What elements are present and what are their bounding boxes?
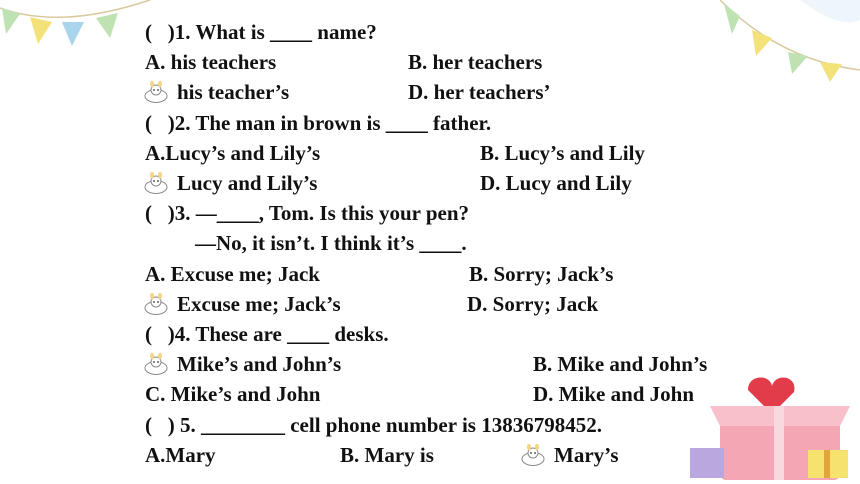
answer-option: D. her teachers’ [408, 80, 551, 105]
question-stem: ( )1. What is ____ name? [145, 20, 377, 44]
question-stem-reply: —No, it isn’t. I think it’s ____. [195, 231, 467, 256]
question-stem: ( ) 5. ________ cell phone number is 13836798452. [145, 412, 602, 437]
answer-option: Excuse me; Jack’s [177, 291, 341, 316]
gift-box-illustration [690, 370, 860, 484]
answer-option: Mike’s and John’s [177, 352, 342, 377]
answer-option: D. Mike and John [533, 382, 695, 407]
answer-option: B. Mike and John’s [533, 352, 708, 377]
bunny-sticker-icon [143, 172, 169, 194]
question-stem: ( )3. —____, Tom. Is this your pen? [145, 201, 470, 226]
answer-option: B. Lucy’s and Lily [480, 140, 645, 165]
question-stem: ( )2. The man in brown is ____ father. [145, 110, 492, 135]
answer-option: B. Mary is [340, 442, 434, 467]
question-stem: ( )4. These are ____ desks. [145, 322, 389, 346]
bunting-right-decoration [680, 0, 860, 110]
answer-option: A.Lucy’s and Lily’s [145, 140, 321, 165]
answer-option: A. his teachers [145, 50, 277, 75]
bunny-sticker-icon [143, 293, 169, 315]
bunny-sticker-icon [143, 81, 169, 103]
answer-option: A. Excuse me; Jack [145, 261, 320, 286]
answer-option: B. her teachers [408, 50, 543, 75]
answer-option: B. Sorry; Jack’s [469, 261, 614, 286]
answer-option: A.Mary [145, 442, 216, 467]
bunny-sticker-icon [143, 353, 169, 375]
answer-option: his teacher’s [177, 80, 290, 105]
bunny-sticker-icon [520, 444, 546, 466]
answer-option: Mary’s [554, 442, 619, 467]
answer-option: D. Sorry; Jack [467, 291, 599, 316]
answer-option: Lucy and Lily’s [177, 171, 318, 195]
answer-option: D. Lucy and Lily [480, 171, 632, 195]
answer-option: C. Mike’s and John [145, 382, 321, 407]
